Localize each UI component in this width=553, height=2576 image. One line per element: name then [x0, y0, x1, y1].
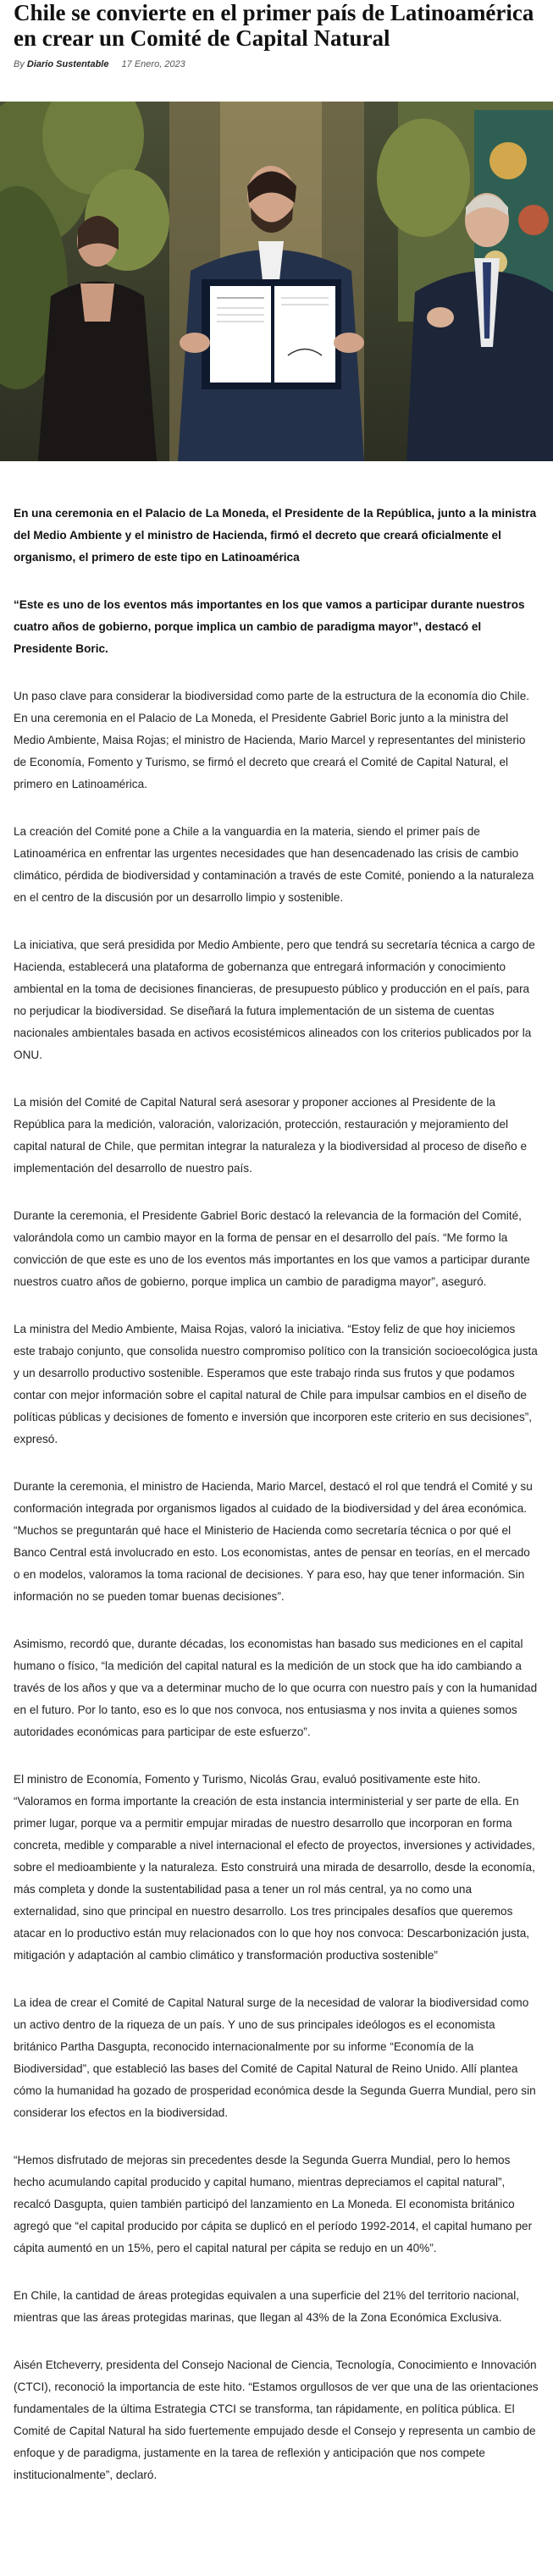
article-paragraph: “Hemos disfrutado de mejoras sin precedentes desde la Segunda Guerra Mundial, pero lo hemos hecho acumulando capital producido y capital humano, mientras depreciamos el capital natural”, recalcó Dasgupta, quien también participó del lanzamiento en La Moneda. El economista británico agregó que “el capital producido por cápita se duplicó en el período 1992-2014, el capital humano per cápita aumentó en un 15%, pero el capital natural per cápita se redujo en un 40%”.: [14, 2154, 533, 2254]
article-paragraph: La iniciativa, que será presidida por Medio Ambiente, pero que tendrá su secretaría técnica a cargo de Hacienda, establecerá una plataforma de gobernanza que entregará información y conocimiento ambiental en la toma de decisiones financieras, de presupuesto público y producción en el país, para no perjudicar la biodiversidad. Se diseñará la futura implementación de un sistema de cuentas nacionales ambientales basada en activos ecosistémicos alineados con los criterios publicados por la ONU.: [14, 938, 535, 1061]
article-lead: En una ceremonia en el Palacio de La Moneda, el Presidente de la República, junto a la ministra del Medio Ambiente y el ministro de Hacienda, firmó el decreto que creará oficialmente el organismo, el primero de este tipo en Latinoamérica: [14, 507, 537, 564]
article-title: Chile se convierte en el primer país de Latinoamérica en crear un Comité de Capital Natural: [14, 0, 534, 51]
article-paragraph: La misión del Comité de Capital Natural será asesorar y proponer acciones al Presidente de la República para la medición, valoración, valorización, protección, restauración y mejoramiento del capital natural de Chile, que permitan integrar la naturaleza y la biodiversidad al proceso de diseño e implementación del desarrollo de nuestro país.: [14, 1096, 528, 1175]
article-paragraph: Durante la ceremonia, el Presidente Gabriel Boric destacó la relevancia de la formación del Comité, valorándola como un cambio mayor en la forma de pensar en el desarrollo del país. “Me formo la convicción de que este es uno de los eventos más importantes en los que vamos a participar durante nuestros cuatro años de gobierno, porque implica un cambio de paradigma mayor”, aseguró.: [14, 1209, 530, 1288]
article-paragraph: En Chile, la cantidad de áreas protegidas equivalen a una superficie del 21% del territorio nacional, mientras que las áreas protegidas marinas, que llegan al 43% de la Zona Económica Exclusiva.: [14, 2289, 519, 2324]
article-paragraph: Un paso clave para considerar la biodiversidad como parte de la estructura de la economía dio Chile. En una ceremonia en el Palacio de La Moneda, el Presidente Gabriel Boric junto a la ministra del Medio Ambiente, Maisa Rojas; el ministro de Hacienda, Mario Marcel y representantes del ministerio de Economía, Fomento y Turismo, se firmó el decreto que creará el Comité de Capital Natural, el primero en Latinoamérica.: [14, 690, 530, 790]
decree-folder: [180, 279, 364, 389]
article-paragraph: Aisén Etcheverry, presidenta del Consejo Nacional de Ciencia, Tecnología, Conocimiento e Innovación (CTCI), reconoció la importancia de este hito. “Estamos orgullosos de ver que una de las orientaciones fundamentales de la última Estrategia CTCI se transforma, tan rápidamente, en política pública. El Comité de Capital Natural ha sido fuertemente empujado desde el Consejo y representa un cambio de enfoque y de paradigma, justamente en la tarea de reflexión y anticipación que nos compete institucionalmente”, declaró.: [14, 2359, 539, 2481]
publish-date: 17 Enero, 2023: [121, 59, 185, 69]
article-paragraph: El ministro de Economía, Fomento y Turismo, Nicolás Grau, evaluó positivamente este hito. “Valoramos en forma importante la creación de esta instancia interministerial y ser parte de ella. En primer lugar, porque va a permitir empujar miradas de nuestro desarrollo que incorporan en forma concreta, medible y comparable a nivel internacional el efecto de proyectos, inversiones y actividades, sobre el medioambiente y la naturaleza. Esto construirá una mirada de desarrollo, desde la economía, más completa y donde la sustentabilidad pasa a tener un rol más central, ya no como una externalidad, sino que principal en nuestro desarrollo. Los tres principales desafíos que queremos atacar en lo productivo están muy relacionados con lo que hoy nos convoca: Descarbonización justa, mitigación y adaptación al cambio climático y transformación productiva sostenible”: [14, 1773, 535, 1962]
byline-prefix: By: [14, 59, 25, 69]
article-paragraph: Asimismo, recordó que, durante décadas, los economistas han basado sus mediciones en el capital humano o físico, “la medición del capital natural es la medición de un stock que ha ido cambiando a través de los años y que va a determinar mucho de lo que ocurra con nuestro país y con la humanidad en el futuro. Por lo tanto, eso es lo que nos convoca, nos entusiasma y nos invita a quienes somos autoridades económicas para participar de este esfuerzo”.: [14, 1638, 538, 1738]
article-quote-lead: “Este es uno de los eventos más importantes en los que vamos a participar durante nuestros cuatro años de gobierno, porque implica un cambio de paradigma mayor”, destacó el Presidente Boric.: [14, 598, 525, 655]
hero-photo-illustration: [0, 102, 553, 461]
author-link[interactable]: Diario Sustentable: [26, 59, 109, 69]
article-paragraph: Durante la ceremonia, el ministro de Hacienda, Mario Marcel, destacó el rol que tendrá el Comité y su conformación integrada por organismos ligados al cuidado de la biodiversidad y del área económica. “Muchos se preguntarán qué hace el Ministerio de Hacienda como secretaría técnica o por qué el Banco Central está involucrado en esto. Los economistas, antes de pensar en teorías, en el mercado o en modelos, valoramos la toma racional de decisiones. Y para eso, hay que tener información. Sin información no se pueden tomar buenas decisiones”.: [14, 1480, 533, 1603]
hero-image: [0, 102, 553, 461]
article-paragraph: La idea de crear el Comité de Capital Natural surge de la necesidad de valorar la biodiversidad como un activo dentro de la riqueza de un país. Y uno de sus principales ideólogos es el economista británico Partha Dasgupta, reconocido internacionalmente por su informe “Economía de la Biodiversidad”, que estableció las bases del Comité de Capital Natural de Reino Unido. Allí plantea cómo la humanidad ha gozado de prosperidad económica desde la Segunda Guerra Mundial, pero sin considerar los efectos en la biodiversidad.: [14, 1996, 536, 2119]
article-paragraph: La ministra del Medio Ambiente, Maisa Rojas, valoró la iniciativa. “Estoy feliz de que hoy iniciemos este trabajo conjunto, que consolida nuestro compromiso político con la transición socioecológica justa y un desarrollo productivo sostenible. Esperamos que este trabajo rinda sus frutos y que podamos contar con mejor información sobre el capital natural de Chile para impulsar cambios en el diseño de políticas públicas y decisiones de fomento e inversión que incorporen este criterio en sus decisiones”, expresó.: [14, 1323, 538, 1445]
article-meta: [14, 59, 539, 69]
article-paragraph: La creación del Comité pone a Chile a la vanguardia en la materia, siendo el primer país de Latinoamérica en enfrentar las urgentes necesidades que han desencadenado las crisis de cambio climático, pérdida de biodiversidad y contaminación a través de este Comité, poniendo a la naturaleza en el centro de la discusión por un desarrollo limpio y sostenible.: [14, 825, 534, 904]
article-header: [0, 0, 553, 69]
article-body: [14, 503, 539, 2512]
